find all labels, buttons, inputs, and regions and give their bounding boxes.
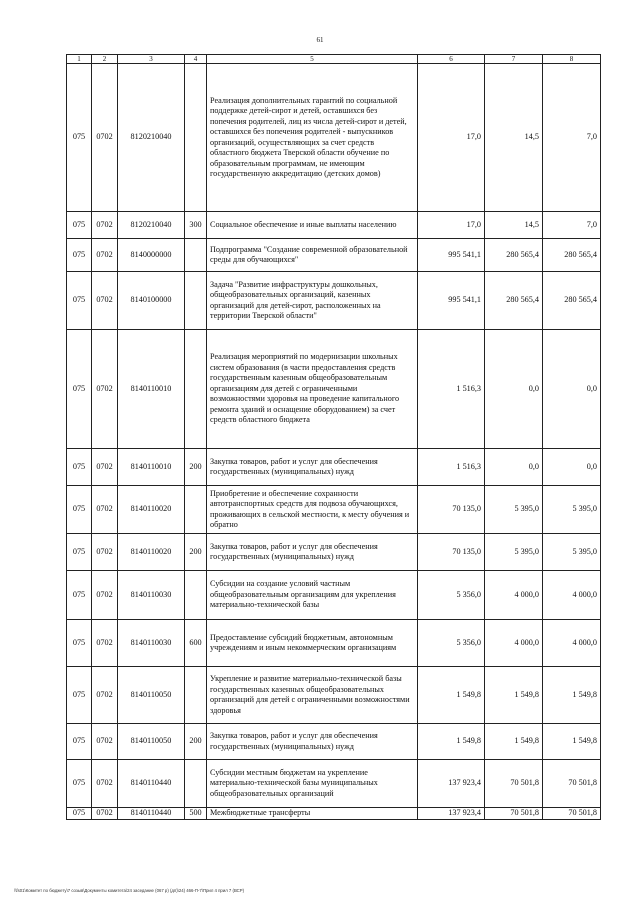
admin-code: 075 <box>67 239 92 272</box>
row-name: Предоставление субсидий бюджетным, автономным учреждениям и иным некоммерческим организациям <box>207 620 418 667</box>
value-col7: 280 565,4 <box>485 272 543 330</box>
section-code: 0702 <box>92 486 118 534</box>
value-col6: 137 923,4 <box>418 808 485 820</box>
admin-code: 075 <box>67 64 92 212</box>
expense-type <box>185 272 207 330</box>
expense-type: 200 <box>185 534 207 571</box>
admin-code: 075 <box>67 808 92 820</box>
expense-type: 500 <box>185 808 207 820</box>
value-col7: 70 501,8 <box>485 808 543 820</box>
value-col7: 0,0 <box>485 330 543 449</box>
value-col6: 17,0 <box>418 64 485 212</box>
admin-code: 075 <box>67 760 92 808</box>
page-number: 61 <box>316 36 324 44</box>
value-col8: 1 549,8 <box>543 667 601 724</box>
row-name: Субсидии на создание условий частным общеобразовательным организациям для укрепления материально-технической базы <box>207 571 418 620</box>
value-col6: 1 516,3 <box>418 330 485 449</box>
row-name: Закупка товаров, работ и услуг для обеспечения государственных (муниципальных) нужд <box>207 724 418 760</box>
target-article: 8140110440 <box>118 808 185 820</box>
table-row <box>67 724 601 760</box>
target-article: 8140100000 <box>118 272 185 330</box>
target-article: 8120210040 <box>118 212 185 239</box>
header-cell: 5 <box>207 55 418 64</box>
header-cell: 1 <box>67 55 92 64</box>
target-article: 8140110030 <box>118 620 185 667</box>
admin-code: 075 <box>67 667 92 724</box>
row-name: Социальное обеспечение и иные выплаты населению <box>207 212 418 239</box>
expense-type <box>185 330 207 449</box>
expense-type <box>185 667 207 724</box>
section-code: 0702 <box>92 760 118 808</box>
header-cell: 8 <box>543 55 601 64</box>
value-col7: 1 549,8 <box>485 667 543 724</box>
table-row <box>67 571 601 620</box>
value-col8: 280 565,4 <box>543 239 601 272</box>
value-col8: 0,0 <box>543 449 601 486</box>
value-col8: 4 000,0 <box>543 620 601 667</box>
expense-type <box>185 64 207 212</box>
admin-code: 075 <box>67 272 92 330</box>
table-row <box>67 64 601 212</box>
value-col7: 4 000,0 <box>485 620 543 667</box>
expense-type: 600 <box>185 620 207 667</box>
budget-table <box>66 54 601 820</box>
target-article: 8140110050 <box>118 724 185 760</box>
admin-code: 075 <box>67 534 92 571</box>
expense-type <box>185 571 207 620</box>
section-code: 0702 <box>92 667 118 724</box>
section-code: 0702 <box>92 724 118 760</box>
row-name: Приобретение и обеспечение сохранности автотранспортных средств для подвоза обучающихся, проживающих в сельской местности, к месту обучения и обратно <box>207 486 418 534</box>
expense-type <box>185 239 207 272</box>
header-cell: 3 <box>118 55 185 64</box>
value-col6: 5 356,0 <box>418 620 485 667</box>
value-col6: 70 135,0 <box>418 486 485 534</box>
table-row <box>67 239 601 272</box>
table-row <box>67 486 601 534</box>
value-col8: 70 501,8 <box>543 808 601 820</box>
header-cell: 4 <box>185 55 207 64</box>
header-cell: 7 <box>485 55 543 64</box>
section-code: 0702 <box>92 64 118 212</box>
value-col8: 5 395,0 <box>543 486 601 534</box>
target-article: 8140110440 <box>118 760 185 808</box>
table-row <box>67 760 601 808</box>
value-col7: 14,5 <box>485 64 543 212</box>
table-row <box>67 620 601 667</box>
value-col6: 995 541,1 <box>418 239 485 272</box>
target-article: 8140110020 <box>118 534 185 571</box>
value-col8: 7,0 <box>543 212 601 239</box>
value-col7: 4 000,0 <box>485 571 543 620</box>
target-article: 8140000000 <box>118 239 185 272</box>
value-col7: 5 395,0 <box>485 486 543 534</box>
table-row <box>67 667 601 724</box>
target-article: 8140110020 <box>118 486 185 534</box>
row-name: Субсидии местным бюджетам на укрепление материально-технической базы муниципальных общеобразовательных организаций <box>207 760 418 808</box>
value-col7: 280 565,4 <box>485 239 543 272</box>
value-col8: 70 501,8 <box>543 760 601 808</box>
expense-type: 200 <box>185 724 207 760</box>
table-row <box>67 212 601 239</box>
target-article: 8140110010 <box>118 449 185 486</box>
table-row <box>67 534 601 571</box>
table-row <box>67 808 601 820</box>
expense-type: 300 <box>185 212 207 239</box>
expense-type: 200 <box>185 449 207 486</box>
expense-type <box>185 486 207 534</box>
target-article: 8120210040 <box>118 64 185 212</box>
value-col8: 280 565,4 <box>543 272 601 330</box>
table-row <box>67 272 601 330</box>
target-article: 8140110050 <box>118 667 185 724</box>
table-row <box>67 449 601 486</box>
value-col8: 0,0 <box>543 330 601 449</box>
admin-code: 075 <box>67 724 92 760</box>
row-name: Реализация дополнительных гарантий по социальной поддержке детей-сирот и детей, оставшихся без попечения родителей, лиц из числа детей-сирот и детей, оставшихся без попечения родителей - выпускников организаций, осуществляющих за счет средств областного бюджета Тверской области обучение по образовательным программам, не имеющим государственную аккредитацию (детских домов) <box>207 64 418 212</box>
value-col7: 1 549,8 <box>485 724 543 760</box>
row-name: Задача "Развитие инфраструктуры дошкольных, общеобразовательных организаций, казенных организаций для детей-сирот, расположенных на территории Тверской области" <box>207 272 418 330</box>
section-code: 0702 <box>92 330 118 449</box>
section-code: 0702 <box>92 620 118 667</box>
section-code: 0702 <box>92 534 118 571</box>
admin-code: 075 <box>67 620 92 667</box>
value-col6: 1 516,3 <box>418 449 485 486</box>
table-row <box>67 330 601 449</box>
value-col6: 137 923,4 <box>418 760 485 808</box>
value-col7: 0,0 <box>485 449 543 486</box>
admin-code: 075 <box>67 330 92 449</box>
row-name: Подпрограмма "Создание современной образовательной среды для обучающихся" <box>207 239 418 272</box>
section-code: 0702 <box>92 239 118 272</box>
section-code: 0702 <box>92 272 118 330</box>
admin-code: 075 <box>67 212 92 239</box>
value-col6: 70 135,0 <box>418 534 485 571</box>
value-col6: 5 356,0 <box>418 571 485 620</box>
section-code: 0702 <box>92 571 118 620</box>
footer-file-path: \\fs01\Комитет по бюджету\7 созыв\Документы комитета\24 заседание (067 р) (дп)\24) 466-П-7\Прил 4 прил 7 (ВСР) <box>14 888 245 893</box>
value-col6: 1 549,8 <box>418 667 485 724</box>
header-cell: 6 <box>418 55 485 64</box>
expense-type <box>185 760 207 808</box>
value-col6: 995 541,1 <box>418 272 485 330</box>
value-col6: 1 549,8 <box>418 724 485 760</box>
value-col8: 1 549,8 <box>543 724 601 760</box>
target-article: 8140110030 <box>118 571 185 620</box>
header-row <box>67 55 601 64</box>
target-article: 8140110010 <box>118 330 185 449</box>
value-col8: 7,0 <box>543 64 601 212</box>
value-col6: 17,0 <box>418 212 485 239</box>
value-col7: 14,5 <box>485 212 543 239</box>
row-name: Укрепление и развитие материально-технической базы государственных казенных общеобразовательных организаций для детей с ограниченными возможностями здоровья <box>207 667 418 724</box>
admin-code: 075 <box>67 486 92 534</box>
row-name: Закупка товаров, работ и услуг для обеспечения государственных (муниципальных) нужд <box>207 449 418 486</box>
row-name: Межбюджетные трансферты <box>207 808 418 820</box>
value-col7: 70 501,8 <box>485 760 543 808</box>
row-name: Закупка товаров, работ и услуг для обеспечения государственных (муниципальных) нужд <box>207 534 418 571</box>
value-col8: 5 395,0 <box>543 534 601 571</box>
section-code: 0702 <box>92 449 118 486</box>
section-code: 0702 <box>92 212 118 239</box>
row-name: Реализация мероприятий по модернизации школьных систем образования (в части предоставления средств государственным казенным общеобразовательным организациям для детей с ограниченными возможностями здоровья на проведение капитального ремонта зданий и оснащение оборудованием) за счет средств областного бюджета <box>207 330 418 449</box>
value-col8: 4 000,0 <box>543 571 601 620</box>
admin-code: 075 <box>67 571 92 620</box>
header-cell: 2 <box>92 55 118 64</box>
admin-code: 075 <box>67 449 92 486</box>
section-code: 0702 <box>92 808 118 820</box>
value-col7: 5 395,0 <box>485 534 543 571</box>
